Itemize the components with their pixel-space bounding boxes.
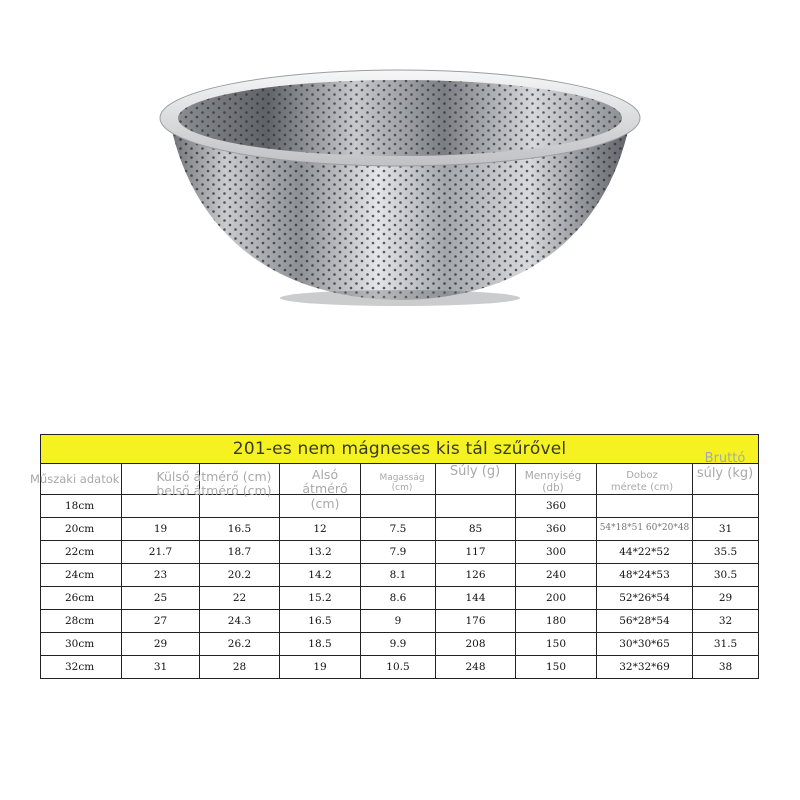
table-cell-qty: 180	[516, 610, 597, 633]
table-cell-weight: 176	[436, 610, 516, 633]
colander-bowl-image	[150, 60, 650, 320]
table-cell-gross: 31.5	[693, 633, 759, 656]
table-cell-box: 32*32*69	[597, 656, 693, 679]
table-cell-bottom: 18.5	[280, 633, 361, 656]
table-cell-box: 30*30*65	[597, 633, 693, 656]
table-cell-gross: 29	[693, 587, 759, 610]
table-cell-size: 28cm	[41, 610, 122, 633]
table-cell-qty: 300	[516, 541, 597, 564]
table-cell-gross: 32	[693, 610, 759, 633]
table-cell-height: 8.1	[361, 564, 436, 587]
table-cell-outer: 23	[122, 564, 200, 587]
header-outer-inner: Külső átmérő (cm) belső átmérő (cm)	[156, 469, 272, 499]
table-cell-gross: 35.5	[693, 541, 759, 564]
table-cell-inner: 20.2	[200, 564, 280, 587]
table-cell-weight: 85	[436, 518, 516, 541]
table-cell-qty: 150	[516, 633, 597, 656]
header-weight: Súly (g)	[449, 464, 501, 479]
table-cell-gross	[693, 495, 759, 518]
table-cell-outer: 21.7	[122, 541, 200, 564]
table-cell-height: 8.6	[361, 587, 436, 610]
table-cell-box: 56*28*54	[597, 610, 693, 633]
table-cell-inner: 22	[200, 587, 280, 610]
table-cell-weight: 144	[436, 587, 516, 610]
table-cell-gross: 38	[693, 656, 759, 679]
table-cell-weight: 208	[436, 633, 516, 656]
table-cell-weight: 117	[436, 541, 516, 564]
table-cell-size: 26cm	[41, 587, 122, 610]
table-cell-outer: 31	[122, 656, 200, 679]
table-cell-box: 54*18*51 60*20*48	[597, 518, 693, 541]
table-cell-size: 32cm	[41, 656, 122, 679]
table-cell-bottom: 13.2	[280, 541, 361, 564]
table-row	[41, 633, 759, 656]
header-bottom: Alsó átmérő (cm)	[302, 467, 348, 511]
table-cell-size: 24cm	[41, 564, 122, 587]
table-cell-height: 9	[361, 610, 436, 633]
header-height: Magasság (cm)	[379, 473, 425, 494]
table-cell-height: 10.5	[361, 656, 436, 679]
table-cell-inner: 28	[200, 656, 280, 679]
table-cell-outer: 29	[122, 633, 200, 656]
table-title-row	[41, 435, 759, 464]
table-cell-gross: 31	[693, 518, 759, 541]
table-cell-box: 48*24*53	[597, 564, 693, 587]
header-spec: Műszaki adatok	[30, 472, 120, 486]
table-cell-size: 20cm	[41, 518, 122, 541]
table-cell-qty: 200	[516, 587, 597, 610]
table-cell-bottom: 19	[280, 656, 361, 679]
table-cell-inner: 24.3	[200, 610, 280, 633]
table-cell-box: 44*22*52	[597, 541, 693, 564]
table-cell-gross: 30.5	[693, 564, 759, 587]
table-cell-box: 52*26*54	[597, 587, 693, 610]
table-cell-height: 9.9	[361, 633, 436, 656]
table-cell-bottom: 15.2	[280, 587, 361, 610]
table-cell-size: 30cm	[41, 633, 122, 656]
table-cell-box	[597, 495, 693, 518]
table-cell-qty: 360	[516, 518, 597, 541]
bowl-bottom-shadow	[280, 290, 520, 306]
table-cell-size: 22cm	[41, 541, 122, 564]
table-cell-qty: 240	[516, 564, 597, 587]
table-row	[41, 564, 759, 587]
table-row	[41, 610, 759, 633]
table-cell-bottom: 16.5	[280, 610, 361, 633]
table-row	[41, 587, 759, 610]
table-cell-bottom: 12	[280, 518, 361, 541]
table-cell-outer: 19	[122, 518, 200, 541]
table-cell-outer: 25	[122, 587, 200, 610]
header-gross: Bruttó súly (kg)	[696, 451, 754, 481]
table-cell-height: 7.5	[361, 518, 436, 541]
table-row	[41, 518, 759, 541]
table-cell-height	[361, 495, 436, 518]
table-cell-weight	[436, 495, 516, 518]
header-box: Doboz mérete (cm)	[610, 470, 674, 493]
table-cell-inner: 26.2	[200, 633, 280, 656]
table-cell-weight: 126	[436, 564, 516, 587]
table-cell-qty: 150	[516, 656, 597, 679]
header-quantity: Mennyiség (db)	[524, 470, 582, 495]
table-cell-bottom: 14.2	[280, 564, 361, 587]
table-cell-qty: 360	[516, 495, 597, 518]
table-cell-inner: 16.5	[200, 518, 280, 541]
table-title: 201-es nem mágneses kis tál szűrővel	[41, 435, 759, 464]
table-cell-height: 7.9	[361, 541, 436, 564]
table-row	[41, 541, 759, 564]
table-row	[41, 656, 759, 679]
table-cell-inner: 18.7	[200, 541, 280, 564]
table-cell-weight: 248	[436, 656, 516, 679]
table-cell-size: 18cm	[41, 495, 122, 518]
table-cell-outer: 27	[122, 610, 200, 633]
